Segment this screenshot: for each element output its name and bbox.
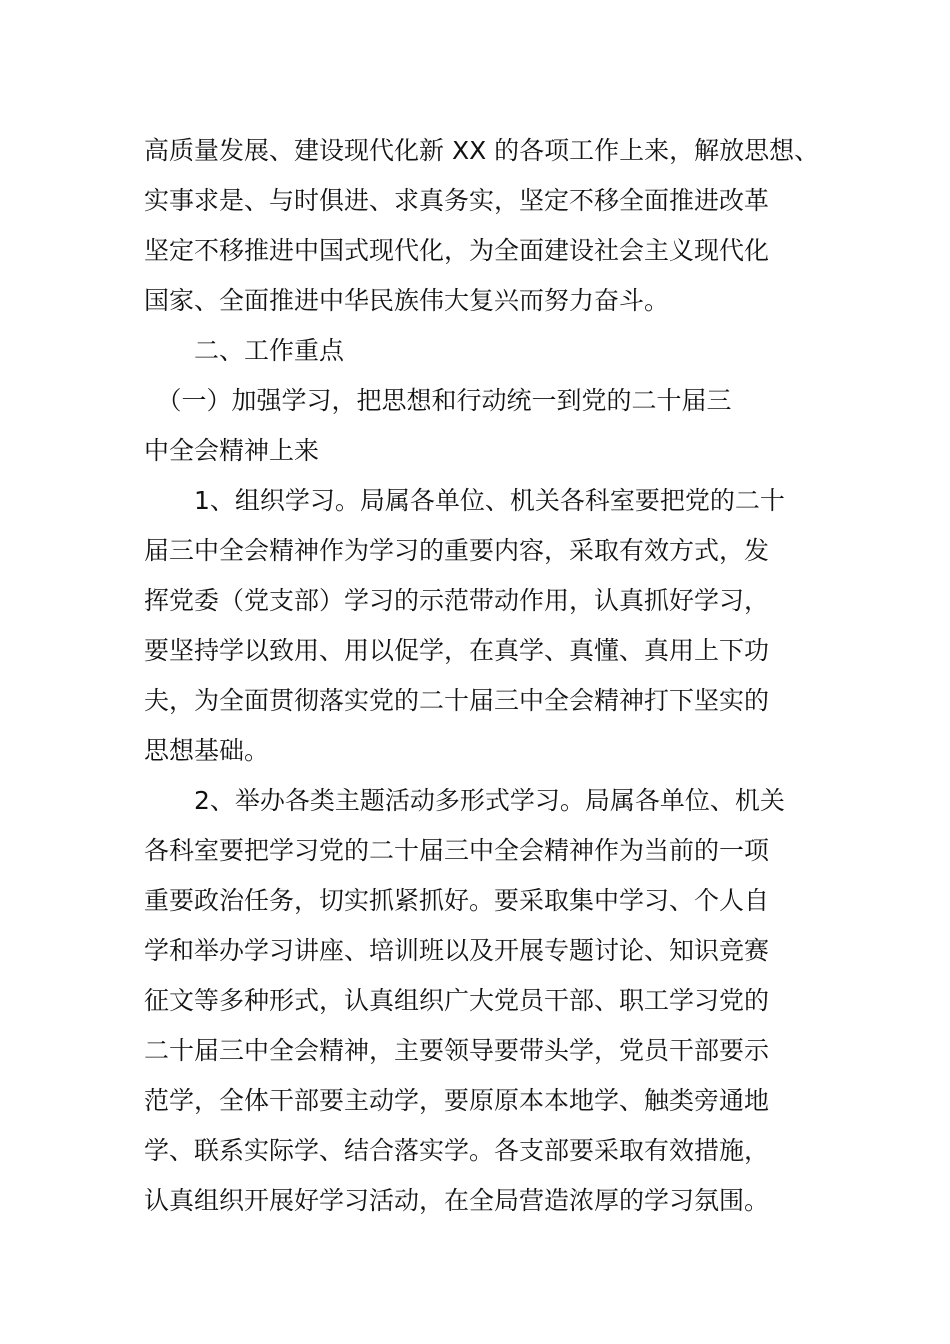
paragraph-line: 二十届三中全会精神，主要领导要带头学，党员干部要示: [144, 1036, 770, 1065]
paragraph-line: 2、举办各类主题活动多形式学习。局属各单位、机关: [144, 786, 785, 815]
subsection-heading: （一）加强学习，把思想和行动统一到党的二十届三: [144, 386, 732, 415]
paragraph-line: 夫，为全面贯彻落实党的二十届三中全会精神打下坚实的: [144, 686, 770, 715]
subsection-heading: 中全会精神上来: [144, 436, 320, 465]
paragraph-line: 各科室要把学习党的二十届三中全会精神作为当前的一项: [144, 836, 770, 865]
paragraph-line: 重要政治任务，切实抓紧抓好。要采取集中学习、个人自: [144, 886, 770, 915]
text-line: 坚定不移推进中国式现代化，为全面建设社会主义现代化: [144, 236, 770, 265]
paragraph-line: 范学，全体干部要主动学，要原原本本地学、触类旁通地: [144, 1086, 770, 1115]
paragraph-line: 学、联系实际学、结合落实学。各支部要采取有效措施，: [144, 1136, 770, 1165]
paragraph-line: 认真组织开展好学习活动，在全局营造浓厚的学习氛围。: [144, 1186, 770, 1215]
section-heading: 二、工作重点: [144, 336, 345, 365]
paragraph-line: 1、组织学习。局属各单位、机关各科室要把党的二十: [144, 486, 785, 515]
text-line: 国家、全面推进中华民族伟大复兴而努力奋斗。: [144, 286, 670, 315]
paragraph-line: 挥党委（党支部）学习的示范带动作用，认真抓好学习，: [144, 586, 770, 615]
paragraph-line: 要坚持学以致用、用以促学，在真学、真懂、真用上下功: [144, 636, 770, 665]
paragraph-line: 学和举办学习讲座、培训班以及开展专题讨论、知识竞赛: [144, 936, 770, 965]
paragraph-line: 思想基础。: [144, 736, 270, 765]
paragraph-line: 征文等多种形式，认真组织广大党员干部、职工学习党的: [144, 986, 770, 1015]
paragraph-line: 届三中全会精神作为学习的重要内容，采取有效方式，发: [144, 536, 770, 565]
text-line: 实事求是、与时俱进、求真务实，坚定不移全面推进改革: [144, 186, 770, 215]
text-line: 高质量发展、建设现代化新 XX 的各项工作上来，解放思想、: [144, 136, 820, 165]
